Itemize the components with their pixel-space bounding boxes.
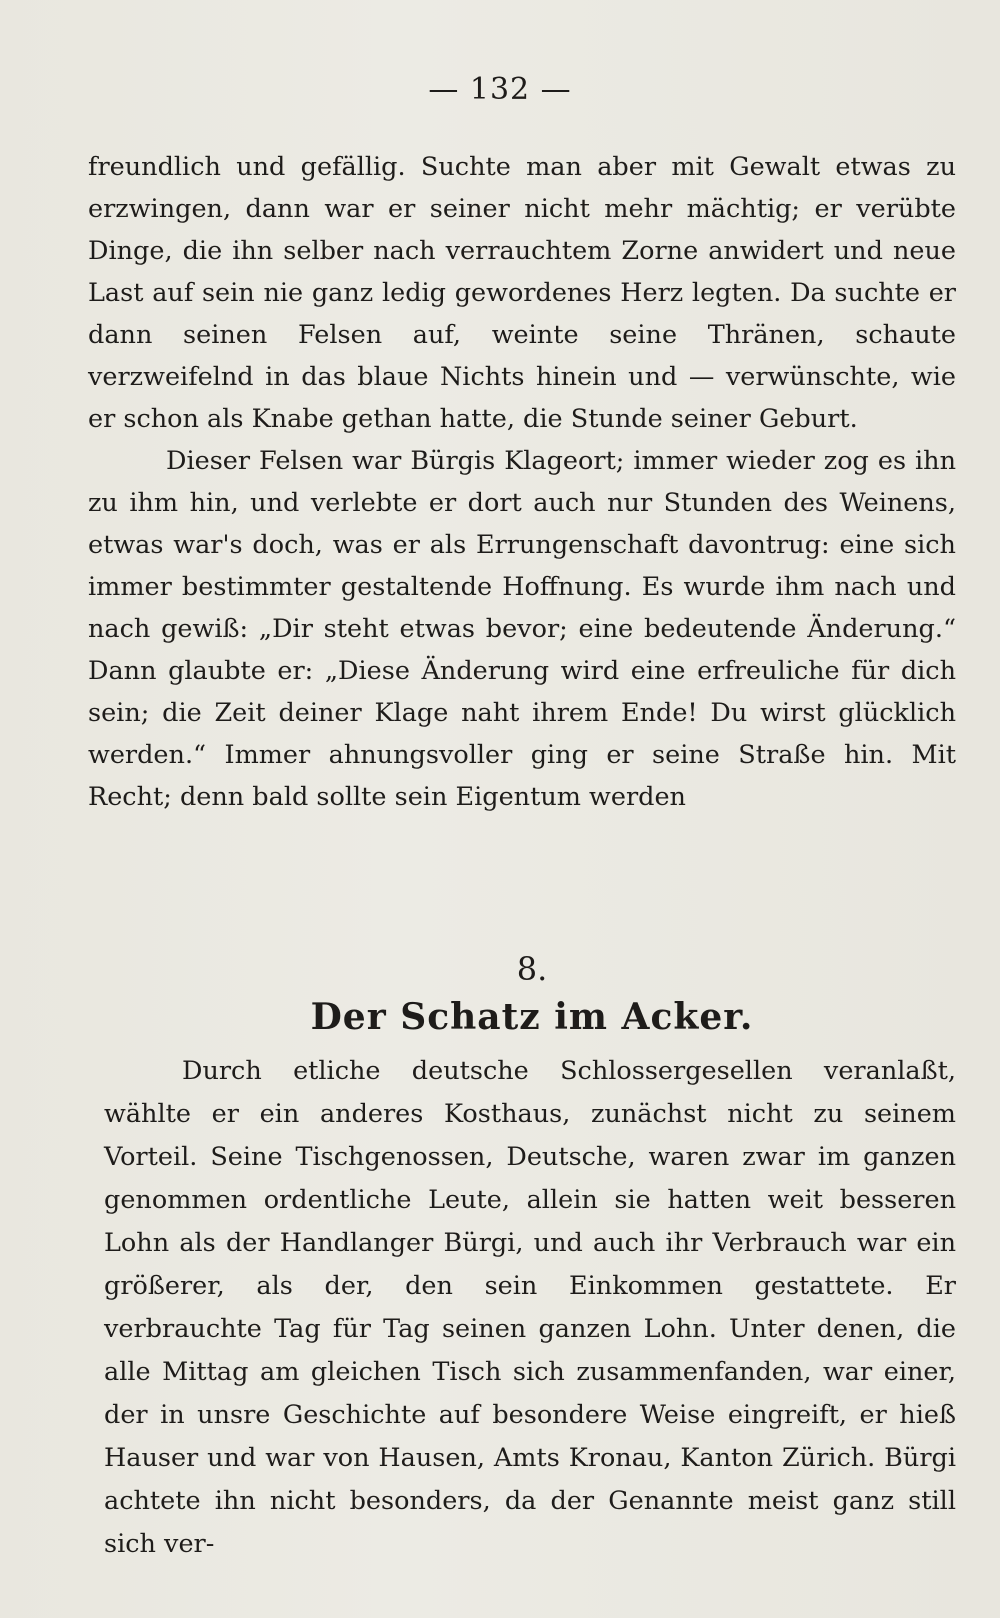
paragraph-2: Dieser Felsen war Bürgis Klageort; immer wieder zog es ihn zu ihm hin, und verlebte er dort auch nur Stunden des Weinens, etwas war's doch, was er als Errungenschaft davontrug: eine sich immer bestimmter gestaltende Hoffnung. Es wurde ihm nach und nach gewiß: „Dir steht etwas bevor; eine bedeutende Änderung.“ Dann glaubte er: „Diese Änderung wird eine erfreuliche für dich sein; die Zeit deiner Klage naht ihrem Ende! Du wirst glücklich werden.“ Immer ahnungsvoller ging er seine Straße hin. Mit Recht; denn bald sollte sein Eigentum werden	[88, 446, 956, 812]
chapter-title: Der Schatz im Acker.	[310, 996, 754, 1038]
paragraph-3: Durch etliche deutsche Schlossergesellen veranlaßt, wählte er ein anderes Kosthaus, zunächst nicht zu seinem Vorteil. Seine Tischgenossen, Deutsche, waren zwar im ganzen genommen ordentliche Leute, allein sie hatten weit besseren Lohn als der Handlanger Bürgi, und auch ihr Verbrauch war ein größerer, als der, den sein Einkommen gestattete. Er verbrauchte Tag für Tag seinen ganzen Lohn. Unter denen, die alle Mittag am gleichen Tisch sich zusammenfanden, war einer, der in unsre Geschichte auf besondere Weise eingreift, er hieß Hauser und war von Hausen, Amts Kronau, Kanton Zürich. Bürgi achtete ihn nicht besonders, da der Genannte meist ganz still sich ver-	[104, 1056, 956, 1559]
page-number: — 132 —	[428, 72, 572, 107]
chapter-number: 8.	[516, 950, 548, 988]
paragraph-1: freundlich und gefällig. Suchte man aber mit Gewalt etwas zu erzwingen, dann war er seiner nicht mehr mächtig; er verübte Dinge, die ihn selber nach verrauchtem Zorne anwidert und neue Last auf sein nie ganz ledig gewordenes Herz legten. Da suchte er dann seinen Felsen auf, weinte seine Thränen, schaute verzweifelnd in das blaue Nichts hinein und — verwünschte, wie er schon als Knabe gethan hatte, die Stunde seiner Geburt.	[88, 152, 956, 434]
